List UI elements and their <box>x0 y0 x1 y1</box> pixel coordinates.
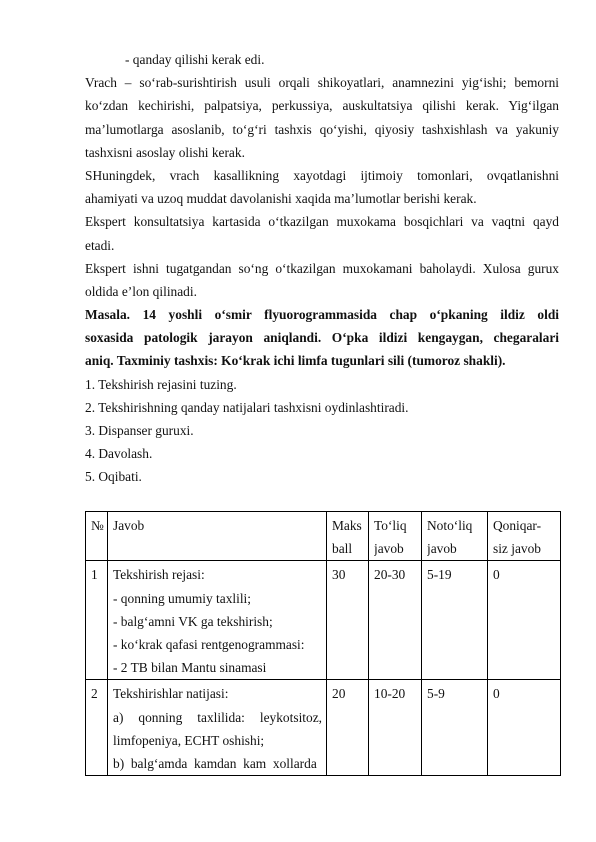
row-partial-score: 5-9 <box>422 680 488 776</box>
row-max-score: 20 <box>327 680 369 776</box>
text-line: SHuningdek, vrach kasallikning xayotdagi ijtimoiy tomonlari, ovqatlanishni <box>85 167 559 183</box>
question-item: 5. Oqibati. <box>85 469 142 485</box>
row-answer: Tekshirish rejasi: - qonning umumiy taxlili; - balg‘amni VK ga tekshirish; - ko‘krak qafasi rentgenogrammasi: - 2 TB bilan Mantu sinamasi <box>108 561 327 680</box>
table-row <box>86 561 561 680</box>
row-unsatisfactory-score: 0 <box>488 680 561 776</box>
table-header-row <box>86 512 561 561</box>
header-full-answer: To‘liq javob <box>369 512 422 561</box>
task-line: Masala. 14 yoshli o‘smir flyuorogrammasida chap o‘pkaning ildiz oldi <box>85 307 559 323</box>
text-line: Vrach – so‘rab-surishtirish usuli orqali shikoyatlari, anamnezini yig‘ishi; bemorni <box>85 75 559 91</box>
row-partial-score: 5-19 <box>422 561 488 680</box>
text-line: ma’lumotlarga asoslanib, to‘g‘ri tashxis qo‘yishi, qiyosiy tashxishlash va yakuniy <box>85 121 559 137</box>
question-item: 3. Dispanser guruxi. <box>85 423 194 438</box>
text-line: Ekspert ishni tugatgandan so‘ng o‘tkazilgan muxokamani baholaydi. Xulosa gurux <box>85 260 559 276</box>
text-line: - qanday qilishi kerak edi. <box>125 52 265 67</box>
row-number: 2 <box>86 680 108 776</box>
document-body <box>85 48 559 489</box>
text-line: oldida e’lon qilinadi. <box>85 283 197 299</box>
row-full-score: 20-30 <box>369 561 422 680</box>
table-row <box>86 680 561 776</box>
header-unsatisfactory-answer: Qoniqar- siz javob <box>488 512 561 561</box>
header-partial-answer: Noto‘liq javob <box>422 512 488 561</box>
task-line: aniq. Taxminiy tashxis: Ko‘krak ichi limfa tugunlari sili (tumoroz shakli). <box>85 353 506 369</box>
row-answer: Tekshirishlar natijasi: a) qonning taxlilida: leykotsitoz, limfopeniya, ECHT oshishi; b) balg‘amda kamdan kam xollarda <box>108 680 327 776</box>
row-full-score: 10-20 <box>369 680 422 776</box>
header-answer: Javob <box>108 512 327 561</box>
header-number: № <box>86 512 108 561</box>
header-max-score: Maks ball <box>327 512 369 561</box>
question-item: 4. Davolash. <box>85 446 153 462</box>
text-line: ahamiyati va uzoq muddat davolanishi xaqida ma’lumotlar berishi kerak. <box>85 191 477 207</box>
task-line: soxasida patologik jarayon aniqlandi. O‘pka ildizi kengaygan, chegaralari <box>85 330 559 346</box>
row-number: 1 <box>86 561 108 680</box>
text-line: ko‘zdan kechirishi, palpatsiya, perkussiya, auskultatsiya qilishi kerak. Yig‘ilgan <box>85 98 559 114</box>
text-line: Ekspert konsultatsiya kartasida o‘tkazilgan muxokama bosqichlari va vaqtni qayd <box>85 214 559 230</box>
text-line: etadi. <box>85 237 115 253</box>
question-item: 2. Tekshirishning qanday natijalari tashxisni oydinlashtiradi. <box>85 399 409 415</box>
row-unsatisfactory-score: 0 <box>488 561 561 680</box>
text-line: tashxisni asoslay olishi kerak. <box>85 144 245 160</box>
question-item: 1. Tekshirish rejasini tuzing. <box>85 376 237 392</box>
row-max-score: 30 <box>327 561 369 680</box>
grading-table <box>85 511 561 776</box>
